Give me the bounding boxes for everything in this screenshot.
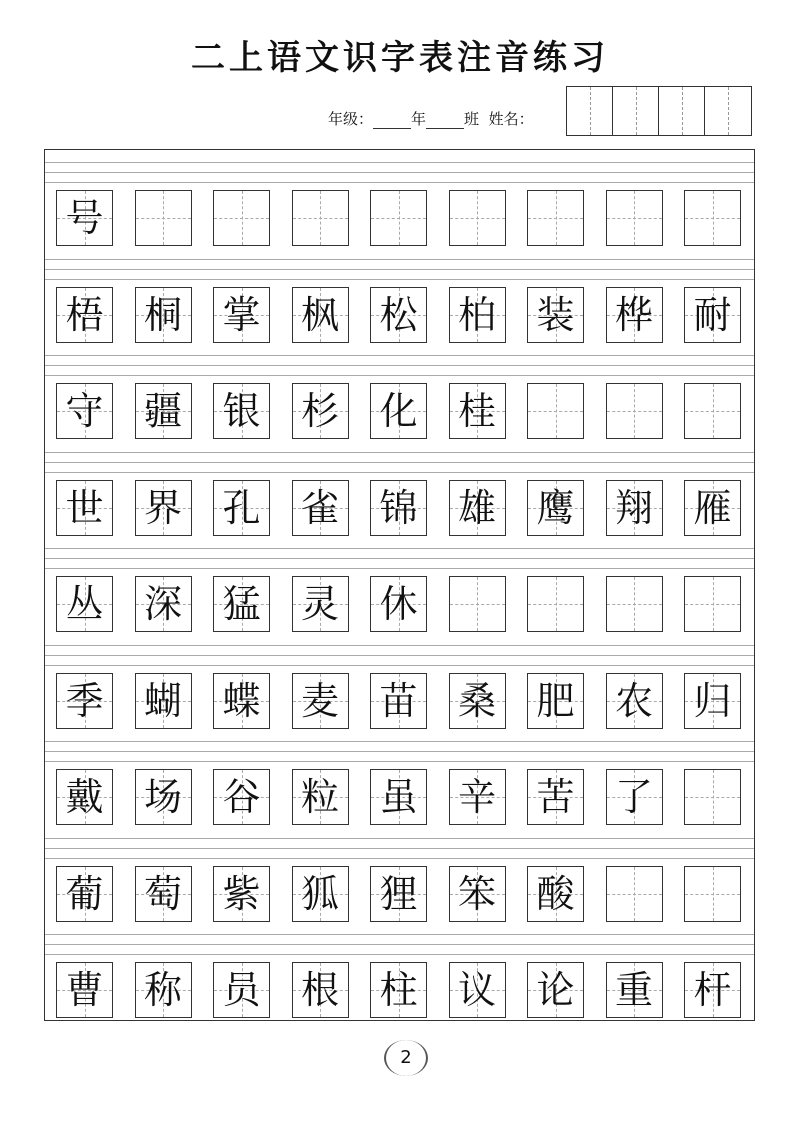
character-cells: [45, 769, 754, 825]
character: [371, 191, 426, 245]
tianzige-cell[interactable]: [135, 480, 192, 536]
character: 桑: [457, 678, 496, 723]
character: 葡: [65, 871, 104, 916]
tianzige-cell[interactable]: [606, 383, 663, 439]
character: [136, 191, 191, 245]
tianzige-cell[interactable]: [135, 287, 192, 343]
character: 梧: [65, 292, 104, 337]
character-cells: [45, 480, 754, 536]
tianzige-cell[interactable]: [292, 673, 349, 729]
tianzige-cell[interactable]: [370, 383, 427, 439]
student-info: [328, 108, 534, 129]
tianzige-cell[interactable]: [606, 962, 663, 1018]
character: 雄: [457, 485, 496, 530]
tianzige-cell[interactable]: [213, 190, 270, 246]
name-boxes[interactable]: [566, 86, 752, 136]
tianzige-cell[interactable]: [213, 576, 270, 632]
character: 丛: [65, 582, 104, 626]
character: 锦: [379, 485, 418, 530]
character: 柏: [457, 292, 496, 337]
tianzige-cell[interactable]: [135, 383, 192, 439]
tianzige-cell[interactable]: [527, 383, 584, 439]
tianzige-cell[interactable]: [449, 480, 506, 536]
practice-row: [45, 729, 754, 825]
character: 桦: [614, 292, 653, 337]
practice-row: [45, 826, 754, 922]
character: [685, 577, 740, 631]
tianzige-cell[interactable]: [292, 190, 349, 246]
tianzige-cell[interactable]: [370, 769, 427, 825]
character: 狐: [300, 871, 339, 916]
tianzige-cell[interactable]: [449, 769, 506, 825]
name-box[interactable]: [567, 87, 613, 135]
tianzige-cell[interactable]: [684, 190, 741, 246]
character: 鹰: [536, 485, 575, 530]
character: 雀: [300, 485, 339, 530]
character: 柱: [379, 968, 418, 1012]
tianzige-cell[interactable]: [56, 383, 113, 439]
character: 季: [65, 678, 104, 723]
tianzige-cell[interactable]: [56, 480, 113, 536]
tianzige-cell[interactable]: [370, 673, 427, 729]
pinyin-lines[interactable]: [45, 343, 754, 383]
tianzige-cell[interactable]: [684, 673, 741, 729]
tianzige-cell[interactable]: [213, 383, 270, 439]
pinyin-lines[interactable]: [45, 633, 754, 673]
character: 蝶: [222, 678, 261, 723]
tianzige-cell[interactable]: [606, 673, 663, 729]
character-cells: [45, 287, 754, 343]
character: 粒: [300, 775, 339, 819]
tianzige-cell[interactable]: [684, 769, 741, 825]
character: 辛: [457, 775, 496, 819]
character: 了: [614, 775, 653, 819]
name-label: 姓名：: [488, 110, 534, 128]
pinyin-lines[interactable]: [45, 826, 754, 866]
tianzige-cell[interactable]: [370, 576, 427, 632]
tianzige-cell[interactable]: [213, 962, 270, 1018]
tianzige-cell[interactable]: [449, 383, 506, 439]
character: [528, 384, 583, 438]
tianzige-cell[interactable]: [292, 769, 349, 825]
character: 麦: [300, 678, 339, 723]
tianzige-cell[interactable]: [213, 287, 270, 343]
character: 疆: [143, 389, 182, 433]
character: 耐: [693, 292, 732, 337]
character: 桐: [143, 292, 182, 337]
character: 猛: [222, 582, 261, 626]
tianzige-cell[interactable]: [56, 673, 113, 729]
tianzige-cell[interactable]: [606, 287, 663, 343]
character: 翔: [614, 485, 653, 530]
tianzige-cell[interactable]: [527, 190, 584, 246]
grade-label: 年级：: [328, 110, 374, 128]
tianzige-cell[interactable]: [684, 576, 741, 632]
practice-row: [45, 922, 754, 1018]
character: 紫: [222, 871, 261, 916]
tianzige-cell[interactable]: [449, 576, 506, 632]
tianzige-cell[interactable]: [527, 287, 584, 343]
tianzige-cell[interactable]: [370, 962, 427, 1018]
character: [214, 191, 269, 245]
tianzige-cell[interactable]: [449, 962, 506, 1018]
practice-row: [45, 247, 754, 343]
character: [607, 191, 662, 245]
practice-row: [45, 150, 754, 246]
character: 归: [693, 678, 732, 723]
pinyin-lines[interactable]: [45, 247, 754, 287]
page-number: 2: [384, 1040, 428, 1076]
tianzige-cell[interactable]: [292, 287, 349, 343]
character: 酸: [536, 871, 575, 916]
tianzige-cell[interactable]: [213, 866, 270, 922]
character: 号: [65, 196, 104, 240]
character: 世: [65, 485, 104, 530]
tianzige-cell[interactable]: [370, 480, 427, 536]
tianzige-cell[interactable]: [527, 866, 584, 922]
character: 松: [379, 292, 418, 337]
character: 守: [65, 389, 104, 433]
class-blank[interactable]: [426, 114, 464, 129]
character: 孔: [222, 485, 261, 530]
character: 农: [614, 678, 653, 723]
tianzige-cell[interactable]: [292, 480, 349, 536]
tianzige-cell[interactable]: [370, 866, 427, 922]
tianzige-cell[interactable]: [56, 962, 113, 1018]
tianzige-cell[interactable]: [213, 480, 270, 536]
class-label: 班: [464, 110, 480, 128]
practice-row: [45, 343, 754, 439]
character: 界: [143, 485, 182, 530]
character: 议: [457, 968, 496, 1012]
pinyin-lines[interactable]: [45, 150, 754, 190]
practice-row: [45, 440, 754, 536]
tianzige-cell[interactable]: [527, 576, 584, 632]
character: [450, 577, 505, 631]
tianzige-cell[interactable]: [527, 769, 584, 825]
tianzige-cell[interactable]: [135, 962, 192, 1018]
tianzige-cell[interactable]: [56, 769, 113, 825]
tianzige-cell[interactable]: [56, 190, 113, 246]
character: 杉: [300, 389, 339, 433]
tianzige-cell[interactable]: [370, 287, 427, 343]
character: 肥: [536, 678, 575, 723]
tianzige-cell[interactable]: [449, 287, 506, 343]
tianzige-cell[interactable]: [135, 866, 192, 922]
tianzige-cell[interactable]: [135, 576, 192, 632]
tianzige-cell[interactable]: [135, 673, 192, 729]
character-cells: [45, 190, 754, 246]
tianzige-cell[interactable]: [449, 190, 506, 246]
tianzige-cell[interactable]: [56, 287, 113, 343]
character: 苦: [536, 775, 575, 819]
character: 桂: [457, 389, 496, 433]
pinyin-lines[interactable]: [45, 536, 754, 576]
tianzige-cell[interactable]: [292, 576, 349, 632]
tianzige-cell[interactable]: [606, 769, 663, 825]
tianzige-cell[interactable]: [213, 769, 270, 825]
character: [450, 191, 505, 245]
practice-row: [45, 536, 754, 632]
character: 论: [536, 968, 575, 1012]
character-cells: [45, 962, 754, 1018]
character: 枫: [300, 292, 339, 337]
character: 蝴: [143, 678, 182, 723]
character: 装: [536, 292, 575, 337]
tianzige-cell[interactable]: [527, 962, 584, 1018]
tianzige-cell[interactable]: [684, 383, 741, 439]
character: 谷: [222, 775, 261, 819]
character: [528, 191, 583, 245]
character: 苗: [379, 678, 418, 723]
tianzige-cell[interactable]: [135, 769, 192, 825]
character: [293, 191, 348, 245]
character: 虽: [379, 775, 418, 819]
character: 根: [300, 968, 339, 1012]
tianzige-cell[interactable]: [684, 480, 741, 536]
character-cells: [45, 673, 754, 729]
grade-blank[interactable]: [373, 114, 411, 129]
character: 掌: [222, 292, 261, 337]
tianzige-cell[interactable]: [606, 866, 663, 922]
name-box[interactable]: [659, 87, 705, 135]
page-title: 二上语文识字表注音练习: [191, 38, 609, 78]
character: 重: [614, 968, 653, 1012]
character: 笨: [457, 871, 496, 916]
tianzige-cell[interactable]: [292, 962, 349, 1018]
tianzige-cell[interactable]: [606, 480, 663, 536]
character: 戴: [65, 775, 104, 819]
pinyin-lines[interactable]: [45, 729, 754, 769]
character: [528, 577, 583, 631]
character: 称: [143, 968, 182, 1012]
practice-sheet: [44, 149, 755, 1021]
name-box[interactable]: [705, 87, 751, 135]
tianzige-cell[interactable]: [292, 866, 349, 922]
tianzige-cell[interactable]: [684, 287, 741, 343]
character: 曹: [65, 968, 104, 1012]
character: 灵: [300, 582, 339, 626]
character-cells: [45, 383, 754, 439]
character: 休: [379, 582, 418, 626]
tianzige-cell[interactable]: [527, 480, 584, 536]
character: 化: [379, 389, 418, 433]
tianzige-cell[interactable]: [370, 190, 427, 246]
tianzige-cell[interactable]: [527, 673, 584, 729]
character: 狸: [379, 871, 418, 916]
character: [607, 384, 662, 438]
character: 杆: [693, 968, 732, 1012]
tianzige-cell[interactable]: [56, 866, 113, 922]
tianzige-cell[interactable]: [56, 576, 113, 632]
character: [685, 191, 740, 245]
pinyin-lines[interactable]: [45, 440, 754, 480]
character: 银: [222, 389, 261, 433]
character: [607, 867, 662, 921]
character: 场: [143, 775, 182, 819]
character: 萄: [143, 871, 182, 916]
character-cells: [45, 576, 754, 632]
tianzige-cell[interactable]: [684, 866, 741, 922]
tianzige-cell[interactable]: [292, 383, 349, 439]
name-box[interactable]: [613, 87, 659, 135]
tianzige-cell[interactable]: [213, 673, 270, 729]
practice-row: [45, 633, 754, 729]
tianzige-cell[interactable]: [449, 866, 506, 922]
character: 员: [222, 968, 261, 1012]
tianzige-cell[interactable]: [606, 576, 663, 632]
tianzige-cell[interactable]: [606, 190, 663, 246]
pinyin-lines[interactable]: [45, 922, 754, 962]
character: [607, 577, 662, 631]
character: 雁: [693, 485, 732, 530]
character: [685, 867, 740, 921]
tianzige-cell[interactable]: [449, 673, 506, 729]
character-cells: [45, 866, 754, 922]
character: [685, 770, 740, 824]
tianzige-cell[interactable]: [684, 962, 741, 1018]
character: 深: [143, 582, 182, 626]
tianzige-cell[interactable]: [135, 190, 192, 246]
character: [685, 384, 740, 438]
year-label: 年: [411, 110, 427, 128]
